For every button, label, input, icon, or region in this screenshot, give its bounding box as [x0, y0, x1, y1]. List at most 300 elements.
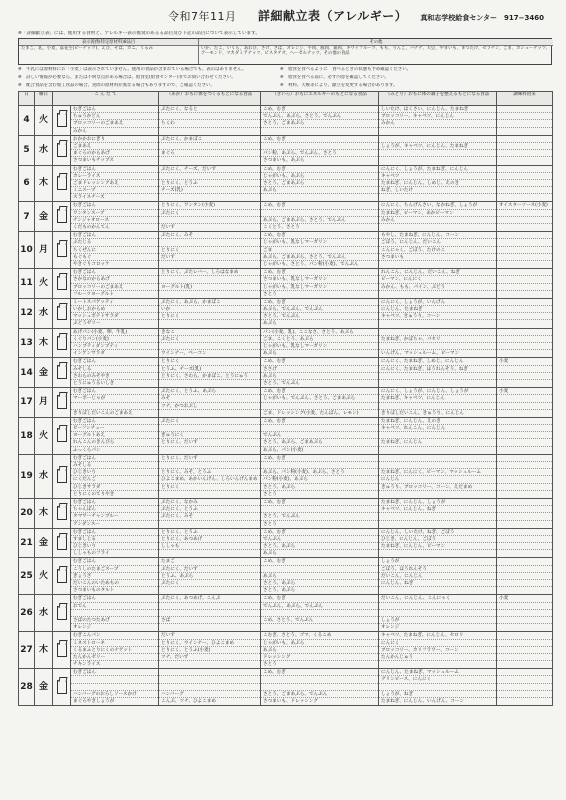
yellow-foods-line [261, 462, 378, 469]
seasoning [497, 106, 553, 136]
menu-items-line: チンジャオロース [71, 217, 158, 224]
header [18, 8, 552, 30]
menu-items-line: こうしのたまごスープ [71, 566, 158, 573]
yellow-foods [261, 298, 379, 328]
yellow-foods-line: さつまいも、ドレッシング [263, 699, 318, 704]
seasoning-line [497, 491, 552, 498]
seasoning [497, 558, 553, 595]
red-foods [159, 358, 261, 388]
seasoning-line: 小麦 [497, 358, 552, 365]
menu-items-line: むぎごはん [71, 418, 158, 425]
yellow-foods-line [261, 403, 378, 410]
weekday: 水 [35, 595, 53, 632]
yellow-foods-line: さとう、でんぷん [261, 313, 378, 320]
yellow-foods-line: さとう [263, 291, 277, 297]
green-foods-line: たまねぎ、ピーマン、あかピーマン [379, 210, 496, 217]
day-number: 17 [19, 388, 35, 418]
menu-items-line: とりにくのてりやき [73, 491, 115, 497]
red-foods-line [159, 217, 260, 224]
menu-items-line: フルーツヨーグルト [73, 291, 114, 297]
note: ※ 材料、天候等により、献立を変更する場合があります。 [280, 83, 398, 88]
red-foods [159, 669, 261, 706]
day-number: 14 [19, 358, 35, 388]
day-row [19, 454, 553, 498]
seasoning-line [497, 157, 552, 164]
green-foods-line: キャベツ、きゅうり、コーン [379, 313, 496, 320]
menu-items-line: ハンプティダンプティ [71, 343, 158, 350]
green-foods-line: ごぼう、ほうれんそう [379, 566, 496, 573]
seasoning-line [497, 306, 552, 313]
green-foods [379, 498, 497, 528]
seasoning-line [497, 136, 552, 143]
yellow-foods-line: こめ、むぎ [261, 166, 378, 173]
menu-table [18, 91, 553, 706]
red-foods-line: こんぶ、ツナ、ひよこまめ [161, 699, 216, 704]
green-foods-line [379, 261, 496, 268]
seasoning-line [497, 669, 552, 676]
milk-carton-icon [57, 606, 67, 620]
seasoning [497, 298, 553, 328]
seasoning-line [497, 484, 552, 491]
red-foods-line [159, 676, 260, 683]
page-title: 詳細献立表（アレルギー） [258, 9, 408, 23]
green-foods-line: たまねぎ、にんじん [379, 439, 496, 446]
yellow-foods-line: あぶら [263, 351, 277, 357]
yellow-foods-line: こめ、むぎ [261, 455, 378, 462]
menu-items-line: むぎごはん [71, 499, 158, 506]
weekday: 金 [35, 202, 53, 232]
seasoning-line [497, 691, 552, 698]
yellow-foods [261, 269, 379, 299]
milk-carton-icon-cell [53, 269, 71, 299]
menu-sheet [18, 8, 552, 793]
menu-items-line: むぎごはん [71, 358, 158, 365]
seasoning [497, 202, 553, 232]
red-foods-line: とりにく、だいず [159, 439, 260, 446]
milk-carton-icon [57, 336, 67, 350]
red-foods-line [159, 462, 260, 469]
seasoning-line [497, 239, 552, 246]
green-foods-line: たまねぎ、にんじん、いんげん、コーン [381, 699, 464, 704]
seasoning-line [497, 529, 552, 536]
green-foods-line: しょうが [379, 617, 496, 624]
yellow-foods-line [261, 506, 378, 513]
menu-items-line: ぶたじる [71, 239, 158, 246]
yellow-foods-line: でんぷん、あぶら、さとう、でんぷん [261, 113, 378, 120]
yellow-foods-line: じゃがいも、乳なしマーガリン [261, 343, 378, 350]
menu-items-line: みかん [73, 128, 87, 134]
menu-items-line: まぐろのからあげ [71, 150, 158, 157]
green-foods-line: さつまいも [379, 254, 496, 261]
yellow-foods-line: あぶら [261, 373, 378, 380]
green-foods-line: しょうが、ねぎ [379, 691, 496, 698]
milk-carton-icon [57, 365, 67, 379]
green-foods-line [379, 684, 496, 691]
milk-carton-icon-cell [53, 417, 71, 454]
green-foods-line: たんかんじゅう [379, 654, 496, 661]
menu-items-line: むぎごはん [71, 232, 158, 239]
red-foods-line: とりにく、みそ、とうふ [159, 469, 260, 476]
yellow-foods-line: パン(小麦、乳)、ここなさ、さとう、あぶら [261, 329, 378, 336]
menu-items [71, 298, 159, 328]
green-foods-line: いんげん、マッシュルーム、ピーマン [381, 351, 460, 357]
green-foods-line: きゅうり、ブロッコリー、コーン、えだまめ [379, 484, 496, 491]
yellow-foods-line: さとう、あぶら [261, 484, 378, 491]
green-foods-line [379, 373, 496, 380]
seasoning-line [497, 403, 552, 410]
menu-items-line: くるまふとりにくのナゲット [71, 647, 158, 654]
menu-items-line: あげパン(小麦、卵、牛乳) [71, 329, 158, 336]
weekday: 木 [35, 498, 53, 528]
yellow-foods [261, 165, 379, 202]
seasoning-line [497, 210, 552, 217]
menu-items-line [71, 403, 158, 410]
red-foods-line: ぎゅうにく [159, 432, 260, 439]
green-foods-line: たまねぎ、にんじん、しめじ、えのき [379, 180, 496, 187]
yellow-foods-line: さとう [263, 491, 277, 497]
seasoning-line [497, 499, 552, 506]
seasoning-line [497, 120, 552, 127]
yellow-foods-line: ドレッシング [261, 654, 378, 661]
yellow-foods-line: あぶら、ごまあぶら、さとう、でんぷん [261, 254, 378, 261]
menu-items-line [71, 610, 158, 617]
green-foods-line: しょうが、キャベツ、にんじん、たまねぎ [379, 143, 496, 150]
red-foods-line: とりにく、ワンタン(小麦) [159, 202, 260, 209]
day-number: 26 [19, 595, 35, 632]
yellow-foods-line: こめ、むぎ [261, 558, 378, 565]
red-foods-line [159, 291, 260, 298]
red-foods-line: だいず [159, 632, 260, 639]
weekday: 水 [35, 135, 53, 165]
red-foods-line [159, 380, 260, 387]
seasoning-line [497, 676, 552, 683]
seasoning-line [497, 418, 552, 425]
menu-items [71, 558, 159, 595]
seasoning-line [497, 180, 552, 187]
red-foods-line [159, 603, 260, 610]
menu-items [71, 632, 159, 669]
month-label: 令和7年11月 [168, 10, 237, 23]
green-foods-line [379, 194, 496, 201]
menu-items-line: いかしおからめ [71, 306, 158, 313]
col-weekday: 曜日 [35, 92, 53, 106]
menu-items-line: むぎごはん [71, 558, 158, 565]
green-foods-line [379, 462, 496, 469]
yellow-foods-line: じゃがいも、さとう、パン粉(小麦)、でんぷん [263, 261, 359, 267]
green-foods-line: たまねぎ、にんにく、ピーマン、マッシュルーム [379, 469, 496, 476]
seasoning-line [497, 106, 552, 113]
red-foods [159, 269, 261, 299]
green-foods-line: ひじき、にんじん、ごぼう [379, 536, 496, 543]
green-foods [379, 165, 497, 202]
yellow-foods-line: あぶら [263, 321, 277, 327]
red-foods-line: さば [159, 617, 260, 624]
yellow-foods [261, 202, 379, 232]
day-number: 25 [19, 558, 35, 595]
seasoning-line [497, 536, 552, 543]
red-foods [159, 498, 261, 528]
yellow-foods-line: こくとう、さとう [263, 225, 300, 230]
col-menu: こ ん だ て [53, 92, 159, 106]
day-number: 5 [19, 135, 35, 165]
menu-items-line: オレンジ [73, 625, 92, 631]
weekday: 月 [35, 232, 53, 269]
green-foods-line: こんにゃく、ごぼう、たけのこ [379, 247, 496, 254]
yellow-foods-line [261, 143, 378, 150]
col-yellow: （きいろ）おもにエネルギーのもとになる食品 [261, 92, 379, 106]
green-foods-line [379, 610, 496, 617]
menu-items-line: ちゃんぽん [71, 506, 158, 513]
green-foods-line: にんにく、たまねぎ、ほうれんそう、ねぎ [379, 366, 496, 373]
seasoning-line [497, 617, 552, 624]
seasoning-line [497, 462, 552, 469]
menu-items-line: むぎごはん [71, 106, 158, 113]
green-foods-line: にんにく [379, 640, 496, 647]
yellow-foods-line: さとう、あぶら、ごまあぶら [261, 439, 378, 446]
red-foods-line [159, 587, 260, 594]
day-number: 28 [19, 669, 35, 706]
green-foods-line: だいこん、にんじん、こんにゃく [379, 595, 496, 602]
weekday: 木 [35, 328, 53, 358]
milk-carton-icon [57, 469, 67, 483]
yellow-foods-line: さつまいも、乳なしマーガリン [261, 276, 378, 283]
yellow-foods-line: あぶら [261, 187, 378, 194]
yellow-foods-line: さとう、ごまあぶら [261, 180, 378, 187]
seasoning-line [497, 299, 552, 306]
menu-items-line: むぎごはん [71, 455, 158, 462]
green-foods-line: きりぼしだいこん、きゅうり、にんじん [381, 410, 464, 416]
menu-items-line: さつまいものタルト [73, 588, 115, 594]
menu-items-line: もぐもぐ [71, 254, 158, 261]
seasoning-line [497, 276, 552, 283]
col-seasoning: 調味料由来 [497, 92, 553, 106]
menu-items-line: ブロッコリーのごまあえ [71, 284, 158, 291]
yellow-foods-line: こめ、むぎ [261, 499, 378, 506]
yellow-foods-line: こめ、むぎ [261, 299, 378, 306]
yellow-foods-line: こめ、むぎ [261, 418, 378, 425]
weekday: 水 [35, 298, 53, 328]
menu-items-line: ミニスープ [71, 187, 158, 194]
green-foods-line: にんじん [379, 476, 496, 483]
green-foods [379, 106, 497, 136]
red-foods-line: だいず [159, 254, 260, 261]
red-foods-line: とりにく [159, 358, 260, 365]
red-foods-line [159, 425, 260, 432]
red-foods-line: きなこ [159, 329, 260, 336]
seasoning-line [497, 580, 552, 587]
green-foods [379, 269, 497, 299]
red-foods-line: みそ [159, 395, 260, 402]
seasoning-line [497, 373, 552, 380]
seasoning-line [497, 380, 552, 387]
green-foods-line: ブロッコリー、カリフラワー、コーン [379, 647, 496, 654]
milk-carton-icon [57, 536, 67, 550]
yellow-foods-line: こめ、むぎ [261, 388, 378, 395]
yellow-foods-line: あぶら、パン粉(小麦)、あぶら、さとう [261, 469, 378, 476]
menu-items-line: にくだんご [71, 476, 158, 483]
yellow-foods-line [261, 676, 378, 683]
milk-carton-icon-cell [53, 358, 71, 388]
seasoning-line [497, 447, 552, 454]
seasoning [497, 165, 553, 202]
menu-items-line: だいこんのいためもの [71, 580, 158, 587]
seasoning-line [497, 550, 552, 557]
day-row [19, 328, 553, 358]
menu-items-line: インゲンサラダ [73, 351, 105, 357]
day-row [19, 528, 553, 558]
red-foods-line [159, 276, 260, 283]
red-foods-line [159, 157, 260, 164]
menu-items-line: たんかんゼリー [71, 654, 158, 661]
green-foods-line: れんこん、にんじん、だいこん、ねぎ [379, 269, 496, 276]
allergen-required-header: 表示義務(特定原材料)8品目 [19, 39, 199, 46]
menu-items-line: れんこんのきんぴら [71, 439, 158, 446]
yellow-foods-line [261, 194, 378, 201]
green-foods-line: たまねぎ、にんじん、えのき [379, 418, 496, 425]
red-foods-line: とりにく [159, 484, 260, 491]
yellow-foods-line: ごま [261, 247, 378, 254]
menu-items-line: むぎごはん [71, 595, 158, 602]
green-foods [379, 135, 497, 165]
menu-items-line: くだものかんてん [73, 225, 110, 230]
menu-items-line: みそしる [71, 462, 158, 469]
yellow-foods-line: こむぎ、さとう、ゴマ、くるこめ [261, 632, 378, 639]
day-number: 13 [19, 328, 35, 358]
day-number: 18 [19, 417, 35, 454]
green-foods-line: キャベツ [379, 173, 496, 180]
green-foods-line: にんじん、しいたけ、ねぎ、ごぼう [379, 529, 496, 536]
menu-items-line: ちくぜんに [71, 247, 158, 254]
yellow-foods-line: こめ、むぎ [261, 202, 378, 209]
red-foods-line [159, 194, 260, 201]
menu-items [71, 498, 159, 528]
seasoning-line [497, 320, 552, 327]
red-foods-line: ぶたにく、あつあげ、こんぶ [159, 595, 260, 602]
red-foods-line [159, 661, 260, 668]
menu-items-line: おかかおにぎり [71, 136, 158, 143]
yellow-foods-line [261, 684, 378, 691]
menu-items [71, 417, 159, 454]
menu-items-line: タマサーチャンプルー [71, 513, 158, 520]
red-foods [159, 595, 261, 632]
menu-items-line: カレーライス [71, 173, 158, 180]
yellow-foods-line: さつまいも、あぶら [263, 158, 305, 164]
red-foods-line: ぶたにく [159, 418, 260, 425]
green-foods-line [379, 343, 496, 350]
red-foods-line [159, 491, 260, 498]
day-number: 12 [19, 298, 35, 328]
seasoning-line [497, 343, 552, 350]
milk-carton-icon-cell [53, 232, 71, 269]
yellow-foods-line [261, 425, 378, 432]
green-foods-line: キャベツ、にんじん、ねぎ [379, 506, 496, 513]
yellow-foods [261, 358, 379, 388]
green-foods-line [379, 491, 496, 498]
weekday: 木 [35, 632, 53, 669]
green-foods-line: にんにく、しょうが、にんじん、しょうが [379, 388, 496, 395]
milk-carton-icon-cell [53, 328, 71, 358]
yellow-foods-line [261, 610, 378, 617]
red-foods [159, 388, 261, 418]
seasoning-line [497, 313, 552, 320]
yellow-foods-line: さとう、ごまあぶら [261, 120, 378, 127]
day-number: 7 [19, 202, 35, 232]
yellow-foods-line: こめ、むぎ [261, 136, 378, 143]
green-foods-line [379, 136, 496, 143]
green-foods-line: たまねぎ、にんじん、しょうが [379, 499, 496, 506]
green-foods-line: にんにく、しょうが、たまねぎ、にんじん [379, 166, 496, 173]
menu-items-line: とうにゅうるいしき [73, 380, 115, 386]
red-foods-line: ぶたにく、なかみ [159, 499, 260, 506]
green-foods-line: にんじん、ねぎ [379, 580, 496, 587]
seasoning-line [497, 410, 552, 417]
green-foods-line: みかん [379, 217, 496, 224]
red-foods-line [159, 669, 260, 676]
day-row [19, 298, 553, 328]
table-header [19, 92, 553, 106]
milk-carton-icon [57, 506, 67, 520]
red-foods-line: ぶたにく、あぶら、かまぼこ [159, 299, 260, 306]
red-foods-line: ししゃも [159, 543, 260, 550]
seasoning-line [497, 261, 552, 268]
green-foods-line [379, 380, 496, 387]
seasoning-line [497, 150, 552, 157]
menu-items-line: くぐりパン(小麦) [71, 336, 158, 343]
yellow-foods-line: ささげ [261, 366, 378, 373]
green-foods-line [379, 224, 496, 231]
red-foods-line: ぶたにく、みそ [159, 513, 260, 520]
seasoning-line: 小麦 [497, 388, 552, 395]
day-row [19, 165, 553, 202]
red-foods-line: とりにく、ウインナー、ひよこまめ [159, 640, 260, 647]
yellow-foods-line: あぶら [261, 573, 378, 580]
green-foods-line [379, 157, 496, 164]
yellow-foods-line: こめ、むぎ [261, 358, 378, 365]
yellow-foods-line: さとう、あぶら [263, 588, 296, 594]
red-foods-line: とりにく、とうふ(小麦) [159, 647, 260, 654]
menu-items-line: すましじる [71, 536, 158, 543]
seasoning-line: オイスターソース(小麦) [497, 202, 552, 209]
yellow-foods-line: こめ、むぎ [261, 269, 378, 276]
yellow-foods-line: あぶら [263, 551, 277, 557]
green-foods-line: にんにく、しょうが、いんげん [379, 299, 496, 306]
red-foods [159, 417, 261, 454]
allergen-other-header: その他 [199, 39, 553, 46]
yellow-foods-line: こめ、むぎ [261, 232, 378, 239]
milk-carton-icon [57, 243, 67, 257]
green-foods-line [379, 603, 496, 610]
day-row [19, 358, 553, 388]
milk-carton-icon-cell [53, 165, 71, 202]
col-green: （みどり）おもに体の調子を整えるもとになる食品 [379, 92, 497, 106]
green-foods-line: にんじん、たまねぎ [379, 306, 496, 313]
day-number: 21 [19, 528, 35, 558]
green-foods-line: しいたけ、はくさい、にんじん、たまねぎ [379, 106, 496, 113]
seasoning-line [497, 698, 552, 705]
day-row [19, 595, 553, 632]
menu-items [71, 328, 159, 358]
milk-carton-icon [57, 395, 67, 409]
seasoning-line [497, 247, 552, 254]
red-foods [159, 328, 261, 358]
yellow-foods-line: じゃがいも、あぶら [261, 173, 378, 180]
seasoning-line [497, 173, 552, 180]
yellow-foods-line: こめ、さとう、でんぷん [261, 617, 378, 624]
green-foods [379, 669, 497, 706]
green-foods-line: にんじん、たまねぎ、マッシュルーム [379, 669, 496, 676]
red-foods-line: だいず [161, 225, 175, 230]
weekday: 金 [35, 669, 53, 706]
